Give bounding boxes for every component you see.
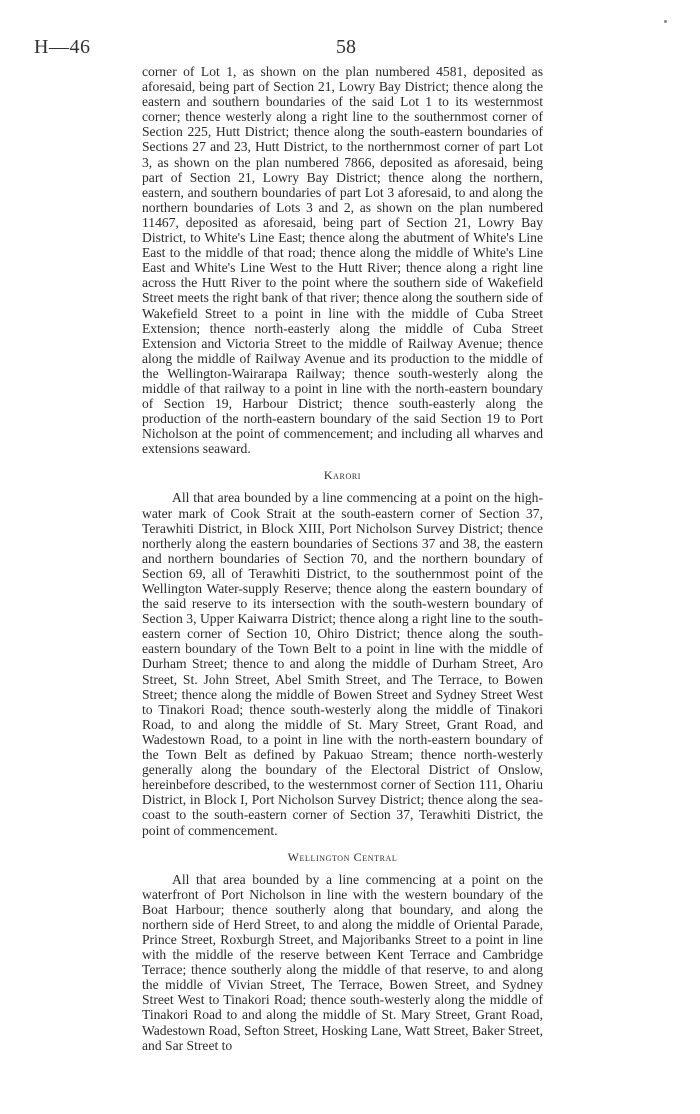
- section-heading-karori: Karori: [323, 468, 362, 483]
- corner-mark: [664, 20, 667, 23]
- wellington-central-paragraph: All that area bounded by a line commencing at a point on the waterfront of Port Nicholson in line with the western boundary of the Boat Harbour; thence southerly along that boundary, and along the northern side of Herd Street, to and along the middle of Oriental Parade, Prince Street, Roxburgh Street, and Majoribanks Street to a point in line with the middle of the reserve between Kent Terrace and Cambridge Terrace; thence southerly along the middle of that reserve, to and along the middle of Vivian Street, The Terrace, Bowen Street, and Sydney Street West to Tinakori Road; thence south-westerly along the middle of Tinakori Road to and along the middle of St. Mary Street, Grant Road, Wadestown Road, Sefton Street, Hosking Lane, Watt Street, Baker Street, and Sar Street to: [142, 871, 543, 1053]
- document-reference: H—46: [34, 36, 91, 58]
- page-number: 58: [336, 36, 356, 58]
- continued-paragraph: corner of Lot 1, as shown on the plan numbered 4581, deposited as aforesaid, being part of Section 21, Lowry Bay District; thence along the eastern and southern boundaries of the said Lot 1 to its westernmost corner; thence westerly along a right line to the southernmost corner of Section 225, Hutt District; thence along the south-eastern boundaries of Sections 27 and 23, Hutt District, to the northernmost corner of part Lot 3, as shown on the plan numbered 7866, deposited as aforesaid, being part of Section 21, Lowry Bay District; thence along the northern, eastern, and southern boundaries of part Lot 3 aforesaid, to and along the northern boundaries of Lots 3 and 2, as shown on the plan numbered 11467, deposited as aforesaid, being part of Section 21, Lowry Bay District, to White's Line East; thence along the abutment of White's Line East to the middle of that road; thence along the middle of White's Line East and White's Line West to the Hutt River; thence along a right line across the Hutt River to the point where the southern side of Wakefield Street meets the right bank of that river; thence along the southern side of Wakefield Street to a point in line with the middle of Cuba Street Extension; thence north-easterly along the middle of Cuba Street Extension and Victoria Street to the middle of Railway Avenue; thence along the middle of Railway Avenue and its production to the middle of the Wellington-Wairarapa Railway; thence south-westerly along the middle of that railway to a point in line with the north-eastern boundary of Section 19, Harbour District; thence south-easterly along the production of the north-eastern boundary of the said Section 19 to Port Nicholson at the point of commencement; and including all wharves and extensions seaward.: [142, 64, 543, 457]
- text-column: [142, 64, 543, 1053]
- section-heading-wellington-central: Wellington Central: [287, 849, 398, 864]
- karori-paragraph: All that area bounded by a line commencing at a point on the high-water mark of Cook Strait at the south-eastern corner of Section 37, Terawhiti District, in Block XIII, Port Nicholson Survey District; thence northerly along the eastern boundaries of Sections 37 and 38, the eastern and northern boundaries of Section 70, and the northern boundary of Section 69, all of Terawhiti District, to the southernmost point of the Wellington Water-supply Reserve; thence along the eastern boundary of the said reserve to its intersection with the south-western boundary of Section 3, Upper Kaiwarra District; thence along a right line to the south-eastern corner of Section 10, Ohiro District; thence along the south-eastern boundary of the Town Belt to a point in line with the middle of Durham Street; thence to and along the middle of Durham Street, Aro Street, St. John Street, Abel Smith Street, and The Terrace, to Bowen Street; thence along the middle of Bowen Street and Sydney Street West to Tinakori Road; thence south-westerly along the middle of Tinakori Road, to and along the middle of St. Mary Street, Grant Road, and Wadestown Road, to a point in line with the north-eastern boundary of the Town Belt as defined by Pakuao Stream; thence north-westerly generally along the boundary of the Electoral District of Onslow, hereinbefore described, to the westernmost corner of Section 111, Ohariu District, in Block I, Port Nicholson Survey District; thence along the sea-coast to the south-eastern corner of Section 37, Terawhiti District, the point of commencement.: [142, 490, 543, 838]
